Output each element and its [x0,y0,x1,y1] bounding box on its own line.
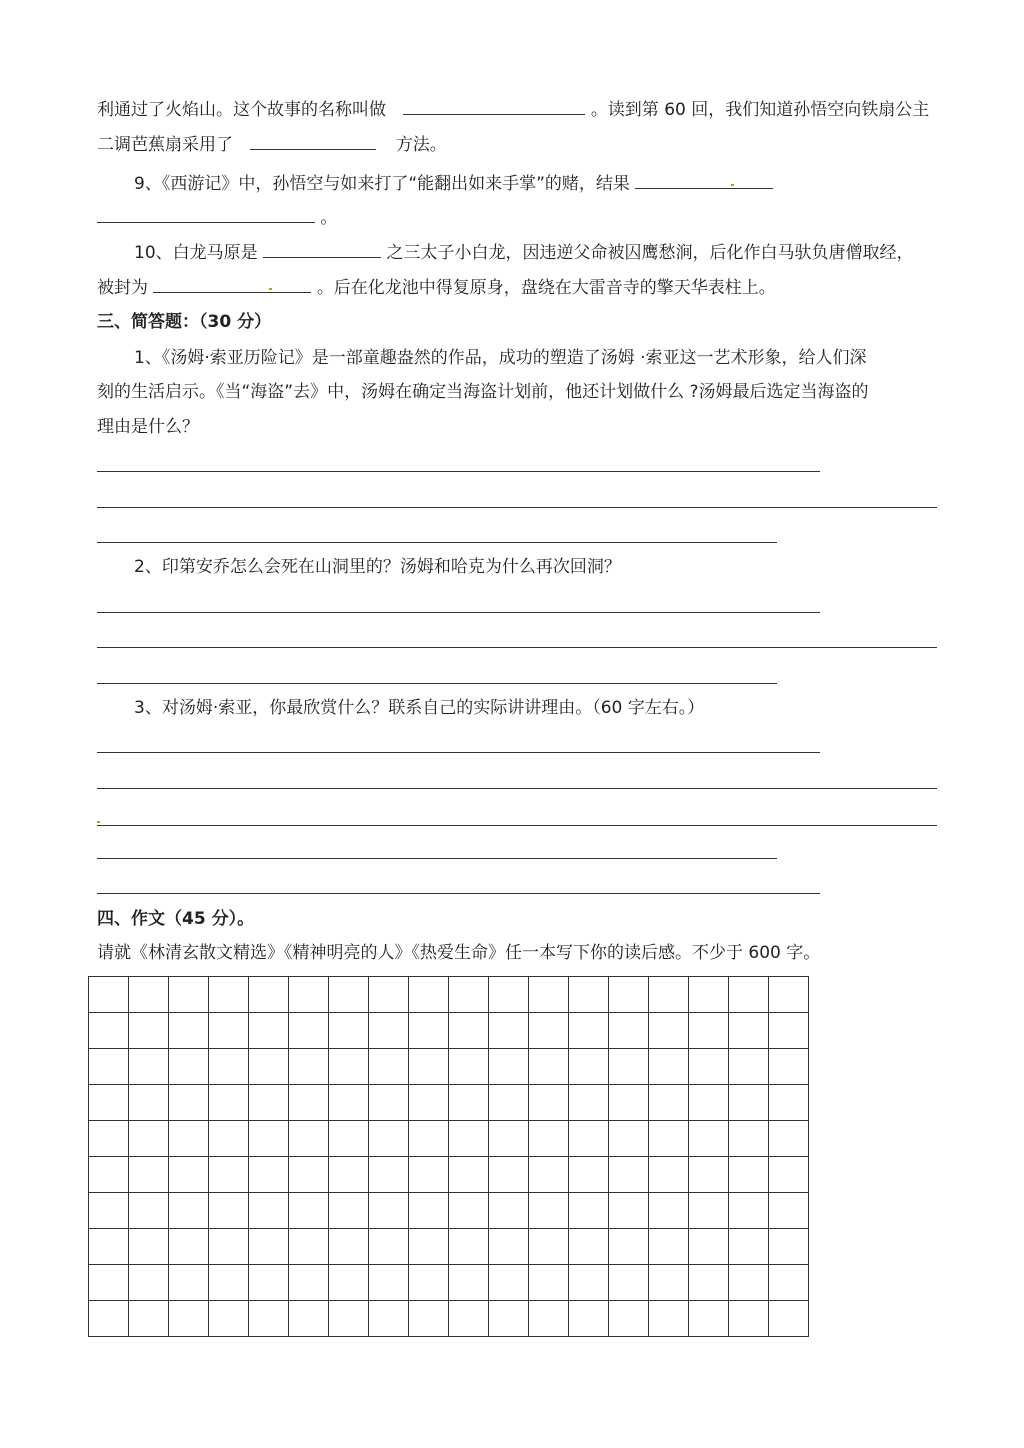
grid-cell[interactable] [129,1193,169,1229]
grid-cell[interactable] [369,1193,409,1229]
grid-row [89,1085,809,1121]
grid-cell[interactable] [769,1265,809,1301]
s3-q2-answer-line-2[interactable] [97,647,937,648]
grid-cell[interactable] [329,977,369,1013]
grid-cell[interactable] [609,977,649,1013]
section3-heading: 三、简答题：（30 分） [97,312,272,332]
grid-cell[interactable] [769,1193,809,1229]
grid-cell[interactable] [289,1157,329,1193]
grid-cell[interactable] [489,1193,529,1229]
grid-cell[interactable] [449,977,489,1013]
grid-cell[interactable] [369,977,409,1013]
grid-cell[interactable] [489,1085,529,1121]
grid-cell[interactable] [649,1013,689,1049]
grid-cell[interactable] [649,1193,689,1229]
grid-cell[interactable] [729,1121,769,1157]
grid-cell[interactable] [609,1085,649,1121]
grid-cell[interactable] [649,1121,689,1157]
grid-cell[interactable] [369,1049,409,1085]
grid-cell[interactable] [129,1265,169,1301]
q8-story-name-blank[interactable] [403,98,585,115]
grid-cell[interactable] [449,1265,489,1301]
s3-q1-line-1: 1、《汤姆·索亚历险记》是一部童趣盎然的作品，成功的塑造了汤姆 ·索亚这一艺术形象，给人们深 [134,348,867,368]
grid-cell[interactable] [209,977,249,1013]
grid-cell[interactable] [129,1121,169,1157]
grid-cell[interactable] [569,977,609,1013]
grid-cell[interactable] [89,1049,129,1085]
grid-cell[interactable] [209,1049,249,1085]
grid-cell[interactable] [169,1049,209,1085]
grid-cell[interactable] [649,1085,689,1121]
grid-cell[interactable] [729,1085,769,1121]
grid-cell[interactable] [249,1229,289,1265]
grid-cell[interactable] [569,1121,609,1157]
grid-cell[interactable] [209,1193,249,1229]
grid-cell[interactable] [569,1229,609,1265]
q10-text-b: 之三太子小白龙，因违逆父命被囚鹰愁涧，后化作白马驮负唐僧取经， [386,243,914,263]
grid-cell[interactable] [329,1301,369,1337]
s3-q2-text: 2、印第安乔怎么会死在山洞里的？汤姆和哈克为什么再次回洞？ [134,557,621,577]
grid-cell[interactable] [569,1157,609,1193]
grid-cell[interactable] [209,1265,249,1301]
grid-cell[interactable] [609,1193,649,1229]
s3-q1-line-2: 刻的生活启示。《当“海盗”去》中，汤姆在确定当海盗计划前，他还计划做什么 ?汤姆最后选定当海盗的 [97,382,869,402]
grid-cell[interactable] [489,1013,529,1049]
grid-row [89,1157,809,1193]
grid-cell[interactable] [369,1157,409,1193]
grid-cell[interactable] [729,1193,769,1229]
grid-cell[interactable] [449,1121,489,1157]
q10-mark [269,288,272,290]
grid-cell[interactable] [129,1085,169,1121]
grid-cell[interactable] [169,1229,209,1265]
grid-cell[interactable] [409,1049,449,1085]
section4-heading: 四、作文（45 分）。 [97,909,255,929]
grid-cell[interactable] [649,1265,689,1301]
q9-line-2 [97,206,337,229]
q9-mark [731,184,734,186]
grid-cell[interactable] [569,1301,609,1337]
grid-cell[interactable] [89,1301,129,1337]
grid-cell[interactable] [89,1229,129,1265]
grid-cell[interactable] [489,1265,529,1301]
s3-q1-line-3: 理由是什么？ [97,417,199,437]
grid-cell[interactable] [89,977,129,1013]
grid-cell[interactable] [289,1301,329,1337]
grid-cell[interactable] [609,1229,649,1265]
grid-cell[interactable] [249,1085,289,1121]
grid-cell[interactable] [209,1013,249,1049]
s3-q1-answer-line-2[interactable] [97,507,937,508]
grid-cell[interactable] [729,1049,769,1085]
grid-cell[interactable] [289,1229,329,1265]
q8-text-b: 。读到第 60 回，我们知道孙悟空向铁扇公主 [590,100,930,120]
grid-cell[interactable] [529,1121,569,1157]
grid-cell[interactable] [689,1193,729,1229]
grid-row [89,1229,809,1265]
grid-cell[interactable] [729,1157,769,1193]
grid-cell[interactable] [329,1085,369,1121]
grid-cell[interactable] [449,1193,489,1229]
grid-cell[interactable] [569,1049,609,1085]
grid-cell[interactable] [169,1157,209,1193]
grid-cell[interactable] [449,1301,489,1337]
grid-row [89,1265,809,1301]
grid-cell[interactable] [409,977,449,1013]
s3-q2-answer-line-3[interactable] [97,683,777,684]
grid-cell[interactable] [129,1013,169,1049]
grid-cell[interactable] [89,1157,129,1193]
grid-cell[interactable] [449,1049,489,1085]
grid-cell[interactable] [729,1229,769,1265]
grid-cell[interactable] [729,1265,769,1301]
grid-cell[interactable] [409,1301,449,1337]
grid-cell[interactable] [489,1157,529,1193]
grid-cell[interactable] [249,1121,289,1157]
grid-cell[interactable] [329,1049,369,1085]
s3-q2-answer-line-1[interactable] [97,612,820,613]
q10-line-1 [134,241,913,264]
grid-cell[interactable] [769,1229,809,1265]
grid-cell[interactable] [129,977,169,1013]
grid-cell[interactable] [369,1085,409,1121]
grid-cell[interactable] [529,1085,569,1121]
grid-cell[interactable] [169,1193,209,1229]
grid-cell[interactable] [249,1301,289,1337]
grid-cell[interactable] [689,1049,729,1085]
grid-cell[interactable] [249,1013,289,1049]
grid-cell[interactable] [329,1229,369,1265]
q10-line-2 [97,276,776,299]
composition-grid[interactable] [88,976,809,1337]
grid-cell[interactable] [209,1301,249,1337]
grid-cell[interactable] [529,1157,569,1193]
grid-cell[interactable] [769,1157,809,1193]
q10-text-d: 。后在化龙池中得复原身，盘绕在大雷音寺的擎天华表柱上。 [316,278,776,298]
grid-cell[interactable] [489,1229,529,1265]
grid-cell[interactable] [489,1121,529,1157]
q10-text-a: 10、白龙马原是 [134,243,258,263]
q9-line-1 [134,172,773,195]
grid-cell[interactable] [369,1013,409,1049]
grid-cell[interactable] [609,1157,649,1193]
grid-cell[interactable] [369,1301,409,1337]
grid-cell[interactable] [649,1301,689,1337]
grid-cell[interactable] [609,1013,649,1049]
grid-cell[interactable] [89,1193,129,1229]
grid-cell[interactable] [129,1301,169,1337]
grid-cell[interactable] [289,1085,329,1121]
grid-cell[interactable] [689,1121,729,1157]
grid-cell[interactable] [209,1157,249,1193]
grid-cell[interactable] [529,1229,569,1265]
grid-cell[interactable] [89,1013,129,1049]
grid-cell[interactable] [649,1229,689,1265]
grid-cell[interactable] [529,977,569,1013]
grid-cell[interactable] [209,1229,249,1265]
grid-cell[interactable] [609,1301,649,1337]
grid-cell[interactable] [129,1157,169,1193]
s3-q3-answer-line-3[interactable] [97,825,937,826]
grid-cell[interactable] [249,1157,289,1193]
grid-cell[interactable] [729,977,769,1013]
grid-cell[interactable] [489,977,529,1013]
grid-cell[interactable] [529,1013,569,1049]
grid-row [89,1301,809,1337]
s3-q1-answer-line-3[interactable] [97,542,777,543]
grid-cell[interactable] [409,1085,449,1121]
grid-cell[interactable] [689,1301,729,1337]
grid-cell[interactable] [169,1013,209,1049]
s3-q3-answer-line-1[interactable] [97,752,820,753]
grid-cell[interactable] [529,1049,569,1085]
q9-result-blank-1[interactable] [635,172,773,189]
grid-cell[interactable] [449,1157,489,1193]
grid-cell[interactable] [409,1121,449,1157]
q10-origin-blank[interactable] [263,241,381,258]
grid-cell[interactable] [409,1229,449,1265]
grid-cell[interactable] [529,1193,569,1229]
grid-cell[interactable] [129,1049,169,1085]
q8-text-d: 方法。 [395,135,447,155]
grid-cell[interactable] [569,1013,609,1049]
grid-cell[interactable] [289,1121,329,1157]
grid-cell[interactable] [409,1013,449,1049]
s3-q3-answer-line-5[interactable] [97,893,820,894]
grid-cell[interactable] [249,1049,289,1085]
grid-cell[interactable] [209,1121,249,1157]
q10-title-blank[interactable] [153,276,311,293]
grid-cell[interactable] [729,1301,769,1337]
grid-cell[interactable] [529,1265,569,1301]
grid-cell[interactable] [409,1157,449,1193]
grid-cell[interactable] [329,1013,369,1049]
grid-cell[interactable] [569,1085,609,1121]
grid-cell[interactable] [329,1121,369,1157]
grid-cell[interactable] [449,1013,489,1049]
q9-end: 。 [320,208,338,228]
grid-cell[interactable] [369,1121,409,1157]
grid-cell[interactable] [489,1049,529,1085]
grid-row [89,1121,809,1157]
section4-instruction: 请就《林清玄散文精选》《精神明亮的人》《热爱生命》任一本写下你的读后感。不少于 600 字。 [97,943,821,963]
grid-cell[interactable] [769,1085,809,1121]
q8-line-2 [97,133,447,156]
grid-cell[interactable] [769,1121,809,1157]
grid-cell[interactable] [409,1193,449,1229]
grid-cell[interactable] [489,1301,529,1337]
grid-cell[interactable] [689,1229,729,1265]
grid-cell[interactable] [249,1265,289,1301]
s3-q3-mark [97,821,100,823]
q9-result-blank-2[interactable] [97,206,315,223]
grid-cell[interactable] [529,1301,569,1337]
grid-cell[interactable] [169,977,209,1013]
grid-cell[interactable] [169,1121,209,1157]
grid-cell[interactable] [609,1121,649,1157]
grid-cell[interactable] [129,1229,169,1265]
grid-cell[interactable] [769,1301,809,1337]
grid-cell[interactable] [89,1121,129,1157]
grid-cell[interactable] [169,1085,209,1121]
q8-text-c: 二调芭蕉扇采用了 [97,135,233,155]
q8-line-1 [97,98,929,121]
grid-cell[interactable] [329,1157,369,1193]
grid-cell[interactable] [289,977,329,1013]
grid-cell[interactable] [449,1085,489,1121]
grid-cell[interactable] [569,1265,609,1301]
grid-cell[interactable] [89,1265,129,1301]
grid-cell[interactable] [689,1157,729,1193]
grid-cell[interactable] [609,1265,649,1301]
grid-cell[interactable] [689,1085,729,1121]
grid-cell[interactable] [689,1265,729,1301]
grid-cell[interactable] [209,1085,249,1121]
grid-cell[interactable] [289,1049,329,1085]
grid-row [89,1049,809,1085]
grid-cell[interactable] [449,1229,489,1265]
grid-cell[interactable] [329,1193,369,1229]
grid-cell[interactable] [89,1085,129,1121]
grid-cell[interactable] [649,1049,689,1085]
s3-q3-answer-line-4[interactable] [97,858,777,859]
grid-cell[interactable] [249,1193,289,1229]
grid-cell[interactable] [769,1013,809,1049]
grid-cell[interactable] [409,1265,449,1301]
s3-q3-text: 3、对汤姆·索亚，你最欣赏什么？联系自己的实际讲讲理由。（60 字左右。） [134,698,705,718]
grid-cell[interactable] [769,977,809,1013]
grid-cell[interactable] [609,1049,649,1085]
grid-cell[interactable] [729,1013,769,1049]
grid-cell[interactable] [249,977,289,1013]
grid-row [89,977,809,1013]
grid-cell[interactable] [369,1229,409,1265]
grid-cell[interactable] [689,977,729,1013]
grid-cell[interactable] [289,1013,329,1049]
s3-q3-answer-line-2[interactable] [97,788,937,789]
grid-cell[interactable] [329,1265,369,1301]
grid-cell[interactable] [649,1157,689,1193]
grid-cell[interactable] [569,1193,609,1229]
q9-text: 9、《西游记》中，孙悟空与如来打了“能翻出如来手掌”的赌，结果 [134,174,630,194]
grid-cell[interactable] [169,1265,209,1301]
grid-cell[interactable] [689,1013,729,1049]
grid-cell[interactable] [649,977,689,1013]
q10-text-c: 被封为 [97,278,148,298]
s3-q1-answer-line-1[interactable] [97,471,820,472]
grid-row [89,1013,809,1049]
grid-cell[interactable] [289,1265,329,1301]
q8-text-a: 利通过了火焰山。这个故事的名称叫做 [97,100,386,120]
grid-cell[interactable] [369,1265,409,1301]
grid-cell[interactable] [289,1193,329,1229]
grid-row [89,1193,809,1229]
grid-cell[interactable] [769,1049,809,1085]
q8-method-blank[interactable] [250,133,376,150]
grid-cell[interactable] [169,1301,209,1337]
